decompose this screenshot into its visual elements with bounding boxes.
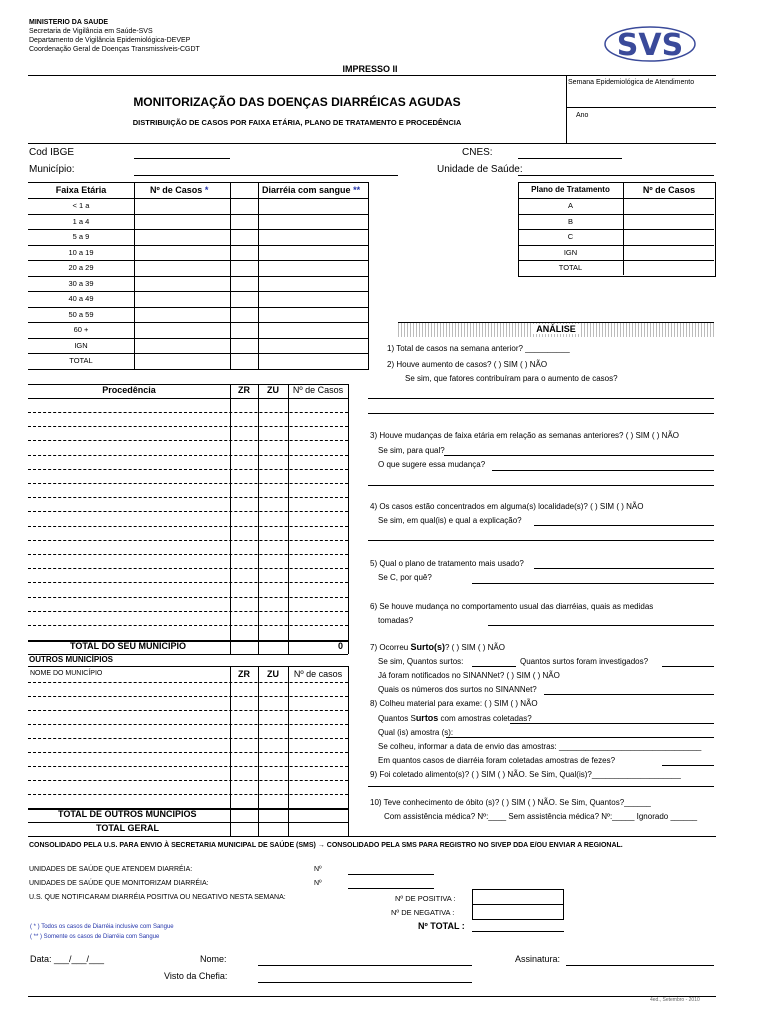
- consolidado-text: CONSOLIDADO PELA U.S. PARA ENVIO À SECRETARIA MUNICIPAL DE SAÚDE (SMS) → CONSOLIDADO PELA SMS PARA REGISTRO NO SIVEP DDA E/OU ENVIAR A REGIONAL.: [29, 842, 623, 849]
- age-header-faixa: Faixa Etária: [55, 185, 107, 195]
- q5-answer[interactable]: [534, 568, 714, 569]
- outros-header-zu: ZU: [267, 669, 279, 679]
- us-monitorizam-n: Nº: [314, 880, 322, 887]
- outros-header-casos: Nº de casos: [293, 669, 343, 679]
- outros-municipio-row[interactable]: [28, 682, 348, 683]
- plan-row-line: [518, 229, 714, 230]
- q8d-text: Em quantos casos de diarréia foram coletadas amostras de fezes?: [378, 756, 616, 765]
- q2-text: 2) Houve aumento de casos? ( ) SIM ( ) NÃO: [387, 360, 548, 369]
- age-sangue-cell[interactable]: [260, 200, 366, 211]
- age-row-line: [28, 322, 368, 323]
- total-geral-label: TOTAL GERAL: [96, 823, 159, 833]
- age-row-line: [28, 307, 368, 308]
- age-casos-cell[interactable]: [136, 231, 228, 242]
- procedencia-row[interactable]: [28, 568, 348, 569]
- department: Departamento de Vigilância Epidemiológica-DEVEP: [29, 37, 191, 44]
- visto-field[interactable]: [258, 982, 472, 983]
- procedencia-row[interactable]: [28, 440, 348, 441]
- age-row-label: 40 a 49: [68, 294, 94, 303]
- plan-row-label: B: [567, 216, 573, 226]
- age-sangue-cell[interactable]: [260, 324, 366, 335]
- page-subtitle: DISTRIBUIÇÃO DE CASOS POR FAIXA ETÁRIA, PLANO DE TRATAMENTO E PROCEDÊNCIA: [132, 118, 462, 127]
- assinatura-label: Assinatura:: [515, 954, 561, 964]
- total-label: Nº TOTAL :: [418, 921, 465, 931]
- cod-ibge-field[interactable]: [134, 158, 230, 159]
- age-sangue-cell[interactable]: [260, 355, 366, 366]
- age-row-label: 5 a 9: [72, 232, 90, 241]
- age-header-casos: Nº de Casos *: [150, 185, 209, 195]
- proc-header-procedencia: Procedência: [102, 385, 156, 395]
- ministry-name: MINISTERIO DA SAUDE: [29, 19, 109, 26]
- q8b-answer[interactable]: [446, 737, 714, 738]
- procedencia-row[interactable]: [28, 426, 348, 427]
- age-row-line: [28, 291, 368, 292]
- plan-row-line: [518, 245, 714, 246]
- us-atendem-n: Nº: [314, 866, 322, 873]
- outros-municipio-row[interactable]: [28, 766, 348, 767]
- outros-municipio-row[interactable]: [28, 710, 348, 711]
- q7a-answer[interactable]: [472, 666, 516, 667]
- age-row-label: 60 +: [73, 325, 89, 334]
- procedencia-row[interactable]: [28, 511, 348, 512]
- coordination: Coordenação Geral de Doenças Transmissíveis-CGDT: [29, 46, 200, 53]
- age-row-line: [28, 276, 368, 277]
- page-title: MONITORIZAÇÃO DAS DOENÇAS DIARRÉICAS AGUDAS: [133, 95, 461, 109]
- plan-casos-cell[interactable]: [625, 262, 713, 273]
- q7a2-answer[interactable]: [662, 666, 714, 667]
- q7a-text: Se sim, Quantos surtos:: [378, 657, 464, 666]
- age-row-label: < 1 a: [72, 201, 90, 210]
- note-2: ( ** ) Somente os casos de Diarréia com Sangue: [30, 934, 160, 940]
- cnes-label: CNES:: [462, 147, 493, 158]
- nome-label: Nome:: [200, 954, 227, 964]
- procedencia-row[interactable]: [28, 412, 348, 413]
- age-header-sangue: Diarréia com sangue **: [262, 185, 361, 195]
- plan-row-label: TOTAL: [558, 263, 583, 272]
- age-sangue-cell[interactable]: [260, 247, 366, 258]
- semana-label: Semana Epidemiológica de Atendimento: [568, 79, 695, 86]
- total-outros-label: TOTAL DE OUTROS MUNCÍPIOS: [58, 809, 197, 819]
- data-label: Data: ___/___/___: [30, 954, 105, 964]
- municipio-label: Município:: [29, 164, 75, 175]
- q2-answer-line2[interactable]: [368, 413, 714, 414]
- age-sangue-cell[interactable]: [260, 293, 366, 304]
- age-sangue-cell[interactable]: [260, 340, 366, 351]
- age-row-line: [28, 260, 368, 261]
- procedencia-row[interactable]: [28, 582, 348, 583]
- impresso-label: IMPRESSO II: [342, 64, 398, 74]
- q9-answer-line[interactable]: [368, 786, 714, 787]
- age-casos-cell[interactable]: [136, 262, 228, 273]
- q4-text: 4) Os casos estão concentrados em alguma(s) localidade(s)? ( ) SIM ( ) NÃO: [370, 502, 644, 511]
- q7c-answer[interactable]: [544, 694, 714, 695]
- plan-row-line: [518, 260, 714, 261]
- outros-municipio-row[interactable]: [28, 724, 348, 725]
- plan-row-label: A: [567, 201, 573, 210]
- age-casos-cell[interactable]: [136, 309, 228, 320]
- total-seu-municipio-value: 0: [338, 641, 344, 651]
- secretariat: Secretaria de Vigilância em Saúde-SVS: [29, 28, 153, 35]
- q3b-answer[interactable]: [492, 470, 714, 471]
- q8a-text: Quantos Surtos com amostras coletadas?: [378, 713, 532, 723]
- proc-header-casos: Nº de Casos: [292, 385, 344, 395]
- age-casos-cell[interactable]: [136, 293, 228, 304]
- age-row-label: 30 a 39: [68, 278, 94, 288]
- q5a-text: Se C, por quê?: [378, 573, 432, 582]
- age-casos-cell[interactable]: [136, 247, 228, 258]
- age-casos-cell[interactable]: [136, 216, 228, 227]
- unidade-label: Unidade de Saúde:: [437, 164, 523, 175]
- age-table-bottom: [28, 369, 368, 370]
- logo-text: SVS: [616, 28, 684, 62]
- age-row-label: IGN: [74, 340, 88, 350]
- q3-answer-line[interactable]: [368, 485, 714, 486]
- age-casos-cell[interactable]: [136, 355, 228, 366]
- positiva-box[interactable]: [472, 889, 564, 905]
- q8b-text: Qual (is) amostra (s):: [378, 728, 454, 737]
- procedencia-row[interactable]: [28, 469, 348, 470]
- q7b-text: Já foram notificados no SINANNet? ( ) SIM ( ) NÃO: [378, 671, 560, 680]
- q3b-text: O que sugere essa mudança?: [378, 460, 486, 469]
- plan-row-label: IGN: [563, 247, 578, 257]
- plan-row-line: [518, 198, 714, 199]
- us-atendem-label: UNIDADES DE SAÚDE QUE ATENDEM DIARRÉIA:: [29, 866, 193, 873]
- plan-header-plano: Plano de Tratamento: [531, 185, 610, 194]
- q7a2-text: Quantos surtos foram investigados?: [520, 657, 649, 666]
- age-sangue-cell[interactable]: [260, 216, 366, 227]
- proc-header-zu: ZU: [267, 385, 279, 395]
- age-row-line: [28, 214, 368, 215]
- procedencia-row[interactable]: [28, 455, 348, 456]
- outros-municipio-row[interactable]: [28, 780, 348, 781]
- age-row-line: [28, 198, 368, 199]
- q1-text: 1) Total de casos na semana anterior? __________: [387, 344, 570, 353]
- age-casos-cell[interactable]: [136, 340, 228, 351]
- outros-municipio-row[interactable]: [28, 738, 348, 739]
- visto-label: Visto da Chefia:: [164, 971, 228, 981]
- age-sangue-cell[interactable]: [260, 231, 366, 242]
- age-sangue-cell[interactable]: [260, 262, 366, 273]
- q6-answer[interactable]: [488, 625, 714, 626]
- q9-text: 9) Foi coletado alimento(s)? ( ) SIM ( ) NÃO. Se Sim, Qual(is)?____________________: [370, 770, 681, 779]
- outros-municipios-label: OUTROS MUNICÍPIOS: [29, 655, 114, 664]
- total-field[interactable]: [472, 931, 564, 932]
- us-notificaram-label: U.S. QUE NOTIFICARAM DIARRÉIA POSITIVA OU NEGATIVO NESTA SEMANA:: [29, 894, 286, 901]
- q2b-text: Se sim, que fatores contribuíram para o aumento de casos?: [405, 374, 618, 383]
- procedencia-row[interactable]: [28, 497, 348, 498]
- ano-label: Ano: [576, 112, 589, 119]
- q7c-text: Quais os números dos surtos no SINANNet?: [378, 685, 537, 694]
- age-row-label: 50 a 59: [68, 309, 94, 319]
- cod-ibge-label: Cod IBGE: [29, 147, 75, 158]
- outros-header-nome: NOME DO MUNICÍPIO: [30, 670, 103, 677]
- age-row-label: 1 a 4: [72, 216, 90, 226]
- q3a-text: Se sim, para qual?: [378, 446, 445, 455]
- outros-municipio-row[interactable]: [28, 794, 348, 795]
- age-row-label: 10 a 19: [68, 247, 94, 257]
- age-row-label: 20 a 29: [68, 263, 94, 272]
- q5-text: 5) Qual o plano de tratamento mais usado?: [370, 559, 524, 568]
- q8a-answer[interactable]: [510, 723, 714, 724]
- q4-answer-line[interactable]: [368, 540, 714, 541]
- us-monitorizam-label: UNIDADES DE SAÚDE QUE MONITORIZAM DIARRÉIA:: [29, 880, 209, 887]
- note-1: ( * ) Todos os casos de Diarréia inclusive com Sangue: [30, 924, 174, 930]
- procedencia-row[interactable]: [28, 625, 348, 626]
- q3-text: 3) Houve mudanças de faixa etária em relação as semanas anteriores? ( ) SIM ( ) NÃO: [370, 431, 680, 440]
- age-row-line: [28, 245, 368, 246]
- municipio-field[interactable]: [134, 175, 398, 176]
- proc-header-zr: ZR: [238, 385, 250, 395]
- q10a-text: Com assistência médica? Nº:____ Sem assistência médica? Nº:_____ Ignorado ______: [384, 812, 698, 821]
- plan-casos-cell[interactable]: [625, 231, 713, 242]
- age-casos-cell[interactable]: [136, 324, 228, 335]
- plan-casos-cell[interactable]: [625, 247, 713, 258]
- outros-municipio-row[interactable]: [28, 752, 348, 753]
- q8-text: 8) Colheu material para exame: ( ) SIM ( ) NÃO: [370, 699, 538, 708]
- q8c-text: Se colheu, informar a data de envio das amostras: ________________________________: [378, 742, 702, 751]
- nome-field[interactable]: [258, 965, 472, 966]
- plan-header-casos: Nº de Casos: [642, 185, 696, 195]
- svs-logo: [604, 26, 696, 62]
- cnes-field[interactable]: [518, 158, 622, 159]
- unidade-field[interactable]: [518, 175, 714, 176]
- age-sangue-cell[interactable]: [260, 278, 366, 289]
- outros-header-zr: ZR: [238, 669, 250, 679]
- us-atendem-field[interactable]: [348, 874, 434, 875]
- q4a-answer[interactable]: [534, 525, 714, 526]
- analise-title: ANÁLISE: [398, 325, 714, 334]
- procedencia-row[interactable]: [28, 611, 348, 612]
- age-row-line: [28, 229, 368, 230]
- procedencia-row[interactable]: [28, 554, 348, 555]
- procedencia-row[interactable]: [28, 526, 348, 527]
- age-casos-cell[interactable]: [136, 200, 228, 211]
- plan-row-line: [518, 214, 714, 215]
- age-row-line: [28, 338, 368, 339]
- q4a-text: Se sim, em qual(is) e qual a explicação?: [378, 516, 522, 525]
- procedencia-row[interactable]: [28, 483, 348, 484]
- us-monitorizam-field[interactable]: [348, 888, 434, 889]
- age-sangue-cell[interactable]: [260, 309, 366, 320]
- assinatura-field[interactable]: [566, 965, 714, 966]
- plan-casos-cell[interactable]: [625, 216, 713, 227]
- q7-text: 7) Ocorreu Surto(s)? ( ) SIM ( ) NÃO: [370, 642, 505, 652]
- procedencia-row[interactable]: [28, 597, 348, 598]
- total-seu-municipio-label: TOTAL DO SEU MUNICÍPIO: [70, 641, 187, 651]
- q2-answer-line1[interactable]: [368, 398, 714, 399]
- age-row-line: [28, 353, 368, 354]
- procedencia-row[interactable]: [28, 540, 348, 541]
- plan-casos-cell[interactable]: [625, 200, 713, 211]
- q3a-answer[interactable]: [444, 455, 714, 456]
- q6a-text: tomadas?: [378, 616, 414, 625]
- age-casos-cell[interactable]: [136, 278, 228, 289]
- q10-text: 10) Teve conhecimento de óbito (s)? ( ) SIM ( ) NÃO. Se Sim, Quantos?______: [370, 798, 651, 807]
- outros-municipio-row[interactable]: [28, 696, 348, 697]
- negativa-label: Nº DE NEGATIVA :: [391, 908, 455, 917]
- q6-text: 6) Se houve mudança no comportamento usual das diarréias, quais as medidas: [370, 602, 654, 611]
- age-row-label: TOTAL: [69, 356, 93, 365]
- negativa-box[interactable]: [472, 904, 564, 920]
- q5a-answer[interactable]: [472, 583, 714, 584]
- positiva-label: Nº DE POSITIVA :: [395, 894, 456, 903]
- plan-row-label: C: [567, 232, 574, 241]
- q8d-answer[interactable]: [662, 765, 714, 766]
- version-text: 4ed., Setembro - 2010: [650, 997, 700, 1003]
